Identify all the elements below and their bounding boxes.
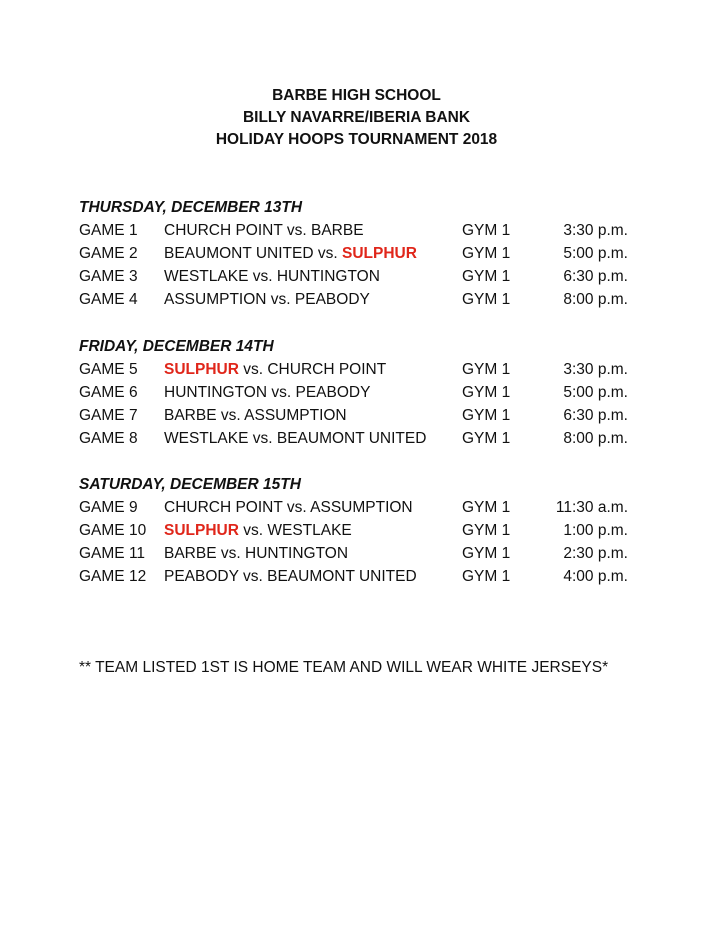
away-team: BARBE (311, 222, 364, 239)
matchup (164, 291, 370, 309)
day-title-saturday: SATURDAY, DECEMBER 15TH (79, 476, 301, 493)
game-row (0, 522, 713, 545)
game-row (0, 268, 713, 291)
away-team: BEAUMONT UNITED (267, 568, 417, 585)
home-team: PEABODY (164, 568, 239, 585)
game-row (0, 568, 713, 591)
away-team: ASSUMPTION (310, 499, 413, 516)
game-time: 3:30 p.m. (563, 361, 628, 378)
matchup (164, 568, 417, 586)
gym: GYM 1 (462, 384, 511, 401)
game-number: GAME 2 (79, 245, 138, 262)
vs-label: vs. (220, 407, 241, 424)
game-number: GAME 8 (79, 430, 138, 447)
away-team: CHURCH POINT (267, 361, 387, 378)
game-time: 5:00 p.m. (563, 245, 628, 262)
vs-label: vs. (220, 545, 241, 562)
game-row (0, 245, 713, 268)
away-team: PEABODY (294, 291, 370, 308)
gym: GYM 1 (462, 430, 511, 447)
game-row (0, 361, 713, 384)
home-team: CHURCH POINT (164, 222, 283, 239)
away-team: BEAUMONT UNITED (276, 430, 427, 447)
matchup (164, 522, 352, 540)
gym: GYM 1 (462, 361, 511, 378)
home-team: BARBE (164, 407, 217, 424)
matchup (164, 245, 417, 263)
home-team: HUNTINGTON (164, 384, 268, 401)
away-team: ASSUMPTION (244, 407, 347, 424)
tournament-title: HOLIDAY HOOPS TOURNAMENT 2018 (215, 131, 498, 148)
footnote: ** TEAM LISTED 1ST IS HOME TEAM AND WILL WEAR WHITE JERSEYS* (79, 659, 609, 676)
gym: GYM 1 (462, 245, 511, 262)
matchup (164, 361, 386, 379)
vs-label: vs. (286, 499, 307, 516)
vs-label: vs. (317, 245, 338, 262)
away-team: PEABODY (295, 384, 371, 401)
gym: GYM 1 (462, 545, 511, 562)
matchup (164, 430, 426, 448)
gym: GYM 1 (462, 268, 511, 285)
game-time: 6:30 p.m. (563, 268, 628, 285)
game-number: GAME 1 (79, 222, 138, 239)
gym: GYM 1 (462, 291, 511, 308)
game-time: 1:00 p.m. (563, 522, 628, 539)
matchup (164, 222, 364, 240)
home-team: SULPHUR (164, 361, 239, 378)
day-title-friday: FRIDAY, DECEMBER 14TH (79, 338, 274, 355)
gym: GYM 1 (462, 407, 511, 424)
game-time: 8:00 p.m. (563, 291, 628, 308)
game-row (0, 545, 713, 568)
matchup (164, 268, 380, 286)
game-row (0, 499, 713, 522)
gym: GYM 1 (462, 222, 511, 239)
home-team: CHURCH POINT (164, 499, 283, 516)
game-time: 11:30 a.m. (555, 499, 628, 516)
document-header (0, 85, 713, 151)
game-number: GAME 5 (79, 361, 138, 378)
home-team: WESTLAKE (164, 430, 249, 447)
school-name: BARBE HIGH SCHOOL (272, 87, 441, 104)
gym: GYM 1 (462, 522, 511, 539)
vs-label: vs. (243, 361, 264, 378)
matchup (164, 407, 347, 425)
home-team: BEAUMONT UNITED (164, 245, 314, 262)
vs-label: vs. (270, 291, 291, 308)
gym: GYM 1 (462, 499, 511, 516)
game-row (0, 222, 713, 245)
away-team: HUNTINGTON (276, 268, 380, 285)
away-team: WESTLAKE (267, 522, 352, 539)
game-number: GAME 11 (79, 545, 146, 562)
away-team: SULPHUR (342, 245, 417, 262)
matchup (164, 545, 348, 563)
game-time: 2:30 p.m. (563, 545, 628, 562)
matchup (164, 384, 370, 402)
game-time: 6:30 p.m. (563, 407, 628, 424)
game-time: 3:30 p.m. (563, 222, 628, 239)
game-row (0, 291, 713, 314)
away-team: HUNTINGTON (245, 545, 349, 562)
vs-label: vs. (252, 430, 273, 447)
vs-label: vs. (271, 384, 292, 401)
game-number: GAME 6 (79, 384, 138, 401)
game-time: 8:00 p.m. (563, 430, 628, 447)
home-team: BARBE (164, 545, 217, 562)
vs-label: vs. (242, 568, 263, 585)
game-row (0, 430, 713, 453)
game-time: 4:00 p.m. (563, 568, 628, 585)
vs-label: vs. (243, 522, 264, 539)
game-row (0, 384, 713, 407)
game-number: GAME 3 (79, 268, 138, 285)
home-team: ASSUMPTION (164, 291, 267, 308)
game-row (0, 407, 713, 430)
sponsor-name: BILLY NAVARRE/IBERIA BANK (242, 109, 471, 126)
matchup (164, 499, 413, 517)
game-number: GAME 7 (79, 407, 138, 424)
home-team: WESTLAKE (164, 268, 249, 285)
game-number: GAME 9 (79, 499, 138, 516)
game-number: GAME 12 (79, 568, 147, 585)
game-number: GAME 10 (79, 522, 147, 539)
day-title-thursday: THURSDAY, DECEMBER 13TH (79, 199, 303, 216)
vs-label: vs. (286, 222, 307, 239)
home-team: SULPHUR (164, 522, 239, 539)
game-number: GAME 4 (79, 291, 138, 308)
vs-label: vs. (252, 268, 273, 285)
game-time: 5:00 p.m. (563, 384, 628, 401)
gym: GYM 1 (462, 568, 511, 585)
